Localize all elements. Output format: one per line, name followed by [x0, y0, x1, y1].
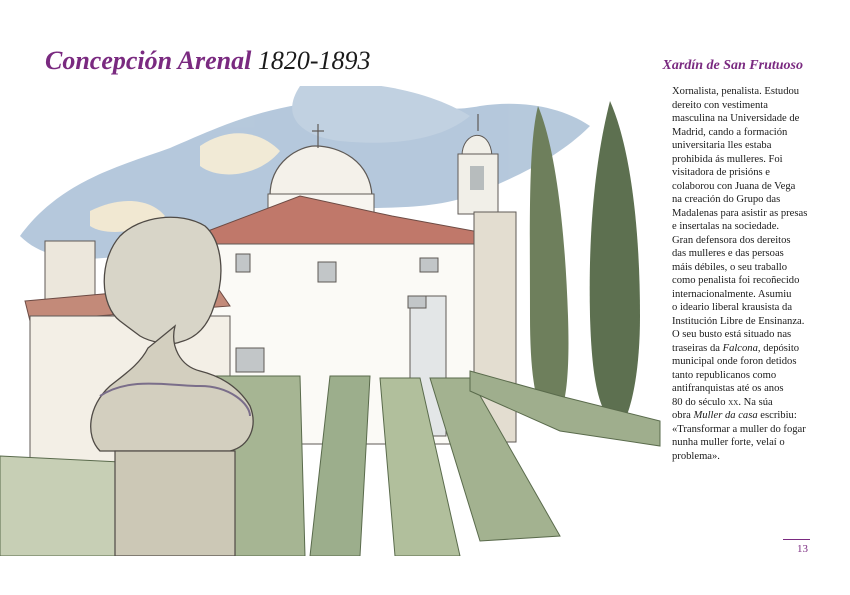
text-line: «Transformar a muller do fogar	[672, 423, 806, 435]
text-line: tanto republicanos como	[672, 369, 777, 381]
text-segment: 80 do século	[672, 396, 729, 408]
text-line: na creación do Grupo das	[672, 194, 781, 205]
watercolor-illustration	[0, 86, 672, 556]
text-line: O seu busto está situado nas	[672, 329, 792, 340]
cypress-trees	[530, 101, 640, 428]
text-line: Gran defensora dos dereitos	[672, 234, 791, 246]
text-line: visitadora de prisións e	[672, 167, 770, 178]
page-number: 13	[797, 543, 808, 555]
text-line: nunha muller forte, velaí o	[672, 437, 785, 448]
person-name: Concepción Arenal	[45, 46, 252, 75]
location-heading: Xardín de San Frutuoso	[662, 58, 803, 73]
text-line: internacionalmente. Asumiu	[672, 288, 792, 300]
life-years: 1820-1893	[257, 46, 371, 75]
text-line: colaborou con Juana de Vega	[672, 180, 796, 192]
biography-text	[672, 85, 822, 463]
page-title	[45, 46, 371, 76]
text-line: das mulleres e das persoas	[672, 248, 784, 259]
text-line	[672, 342, 822, 356]
text-line: o ideario liberal krausista da	[672, 302, 793, 313]
text-line: Institución Libre de Ensinanza.	[672, 315, 805, 327]
text-line: prohibida ás mulleres. Foi	[672, 153, 783, 165]
text-line: municipal onde foron detidos	[672, 356, 797, 367]
text-segment: traseiras da	[672, 342, 723, 354]
text-line: universitaria lles estaba	[672, 140, 772, 151]
text-line: dereito con vestimenta	[672, 99, 768, 111]
text-line	[672, 396, 822, 410]
text-line: masculina na Universidade de	[672, 113, 800, 124]
text-line: antifranquistas até os anos	[672, 383, 784, 394]
work-title-italic: Muller da casa	[693, 410, 758, 421]
text-segment: . Na súa	[738, 396, 773, 408]
text-line: Xornalista, penalista. Estudou	[672, 86, 800, 97]
place-name-italic: Falcona,	[722, 342, 761, 354]
text-segment: escribiu:	[757, 410, 797, 421]
text-line: e insertalas na sociedade.	[672, 221, 780, 232]
text-line	[672, 409, 822, 423]
page-number-rule	[783, 539, 810, 540]
text-line: Madrid, cando a formación	[672, 126, 788, 138]
century-smallcaps: xx	[728, 396, 739, 408]
text-segment: obra	[672, 410, 694, 421]
text-line: problema».	[672, 450, 720, 462]
text-segment: depósito	[760, 342, 800, 354]
text-line: como penalista foi recoñecido	[672, 275, 800, 286]
text-line: máis débiles, o seu traballo	[672, 261, 788, 273]
text-line: Madalenas para asistir as presas	[672, 207, 808, 219]
